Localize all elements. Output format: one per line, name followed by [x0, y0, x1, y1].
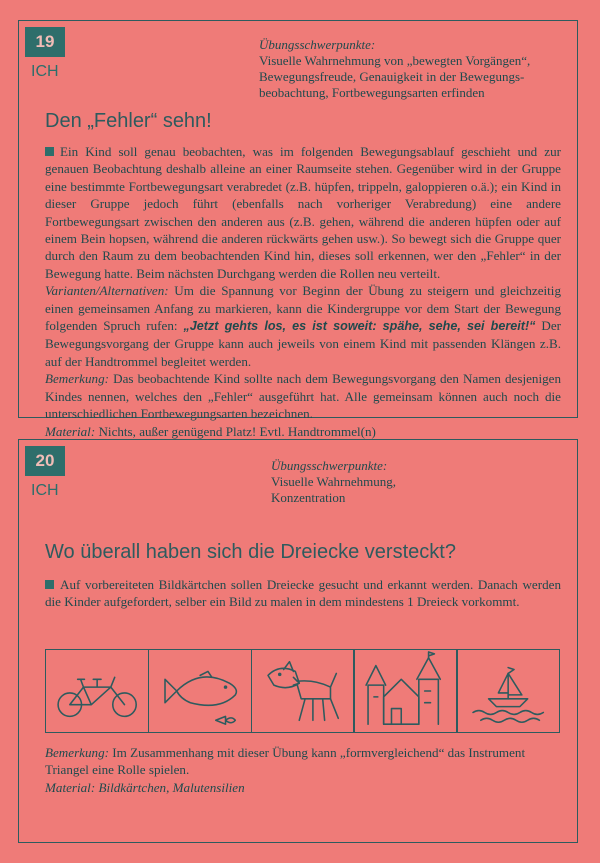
exercise-focus: [259, 37, 530, 101]
bullet-square-icon: [45, 147, 54, 156]
variants-label: Varianten/Alternativen:: [45, 283, 169, 299]
variants-paragraph: [45, 282, 561, 370]
castle-icon: [354, 650, 456, 732]
exercise-number: 19: [25, 27, 65, 57]
remark-text: Das beobachtende Kind sollte nach dem Bewegungsvorgang den Namen desjenigen Kindes nennen, welches den „Fehler“ ausgeführt hat. Alle gemeinsam können auch noch die unterschiedlichen Fortbewegungsarten bezeichnen.: [45, 371, 561, 422]
picture-card-sailboat: [456, 649, 560, 733]
material-paragraph: [45, 779, 561, 796]
material-paragraph: [45, 423, 561, 440]
remark-paragraph: [45, 744, 561, 779]
exercise-body: [45, 576, 561, 611]
exercise-number: 20: [25, 446, 65, 476]
exercise-category: ICH: [31, 482, 59, 499]
picture-card-castle: [353, 649, 457, 733]
focus-line: Bewegungsfreude, Genauigkeit in der Bewegungs-: [259, 69, 525, 84]
material-text: Nichts, außer genügend Platz! Evtl. Handtrommel(n): [98, 423, 376, 439]
material-label: Material:: [45, 779, 96, 795]
focus-line: beobachtung, Fortbewegungsarten erfinden: [259, 85, 485, 100]
variants-text: Um die Spannung vor Beginn der Übung zu steigern und gleichzeitig einen gemeinsamen Anfang zu markieren, kann die Kindergruppe vor dem Start der Bewegung folgenden Spruch rufen:: [45, 283, 561, 334]
remark-text: Im Zusammenhang mit dieser Übung kann „formvergleichend“ das Instrument Triangel eine Rolle spielen.: [45, 745, 526, 778]
description-paragraph: [45, 143, 561, 282]
exercise-card-19: [18, 20, 578, 439]
description-text: Auf vorbereiteten Bildkärtchen sollen Dreiecke gesucht und erkannt werden. Danach werden die Kinder aufgefordert, selber ein Bild zu malen in dem mindestens 1 Dreieck vorkommt.: [45, 577, 561, 610]
material-label: Material:: [45, 423, 96, 439]
tandem-bicycle-icon: [46, 650, 148, 732]
fish-icon: [149, 650, 251, 732]
description-paragraph: [45, 576, 561, 611]
focus-label: Übungsschwerpunkte:: [271, 458, 388, 473]
picture-card-tandem: [45, 649, 149, 733]
dog-icon: [252, 650, 354, 732]
exercise-notes: [45, 744, 561, 796]
exercise-card-20: [18, 439, 578, 843]
variants-quote: „Jetzt gehts los, es ist soweit: spähe, sehe, sei bereit!“: [183, 319, 536, 334]
picture-card-fish: [148, 649, 252, 733]
focus-line: Visuelle Wahrnehmung,: [271, 474, 397, 489]
exercise-focus: [271, 458, 396, 506]
variants-text: Der Bewegungsvorgang der Gruppe kann auch jeweils von einem Kind mit passenden Klängen z.B. auf der Handtrommel begleitet werden.: [45, 318, 562, 369]
exercise-category: ICH: [31, 63, 59, 80]
focus-line: Visuelle Wahrnehmung von „bewegten Vorgängen“,: [259, 53, 531, 68]
picture-card-dog: [251, 649, 355, 733]
focus-label: Übungsschwerpunkte:: [259, 37, 376, 52]
remark-label: Bemerkung:: [45, 745, 109, 760]
remark-label: Bemerkung:: [45, 371, 109, 387]
exercise-title: Wo überall haben sich die Dreiecke versteckt?: [45, 541, 456, 563]
exercise-body: [45, 143, 561, 440]
description-text: Ein Kind soll genau beobachten, was im folgenden Bewegungsablauf geschieht und zur genauen Beobachtung deshalb alleine an einer Raumseite stehen. Gegenüber wird in der Gruppe eine bestimmte Fortbewegungsart verabredet (z.B. hüpfen, trippeln, galoppieren o.ä.); ein Kind in dieser Gruppe jedoch führt (ebenfalls nach vorheriger Verabredung) eine andere Fortbewegungsart zwischen den anderen aus (z.B. gehen, während die anderen hüpfen oder auf einem Bein hopsen, während die anderen rückwärts gehen usw.). So bewegt sich die Gruppe quer durch den Raum zu dem beobachtenden Kind hin, dieses soll erkennen, wer den „Fehler“ in der Bewegung hatte. Beim nächsten Durchgang werden die Rollen neu verteilt.: [45, 144, 561, 281]
exercise-title: Den „Fehler“ sehn!: [45, 110, 212, 132]
focus-line: Konzentration: [271, 490, 346, 505]
picture-card-strip: [45, 649, 559, 733]
bullet-square-icon: [45, 580, 54, 589]
remark-paragraph: [45, 370, 561, 422]
material-text: Bildkärtchen, Malutensilien: [98, 779, 245, 795]
sailboat-icon: [457, 650, 559, 732]
